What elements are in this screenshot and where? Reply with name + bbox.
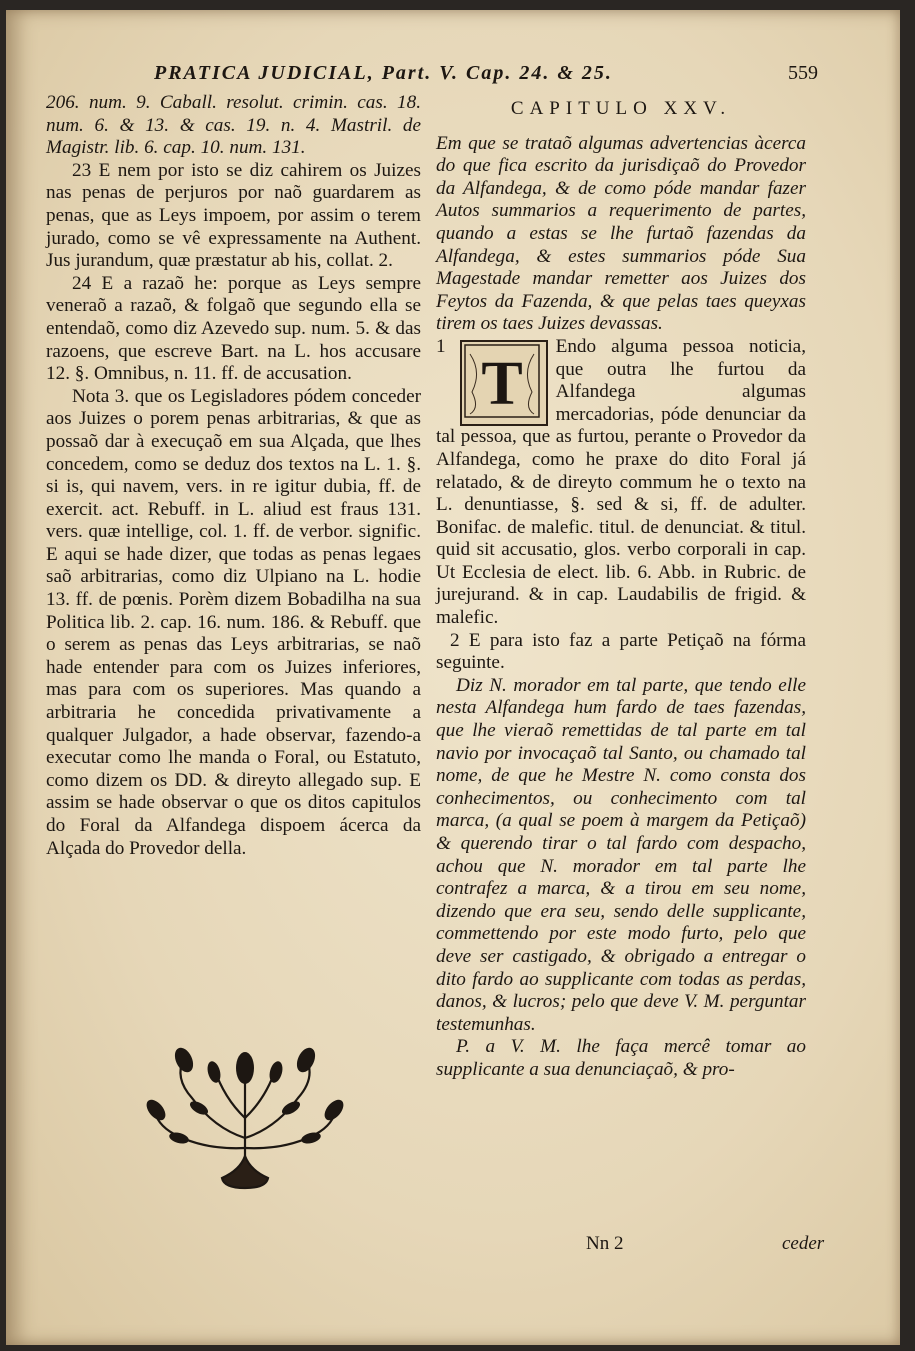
- drop-cap-letter: T: [480, 349, 523, 418]
- catchword: ceder: [782, 1233, 825, 1254]
- right-column: [436, 92, 806, 1082]
- paragraph-1-number: 1: [436, 335, 446, 357]
- chapter-summary: Em que se trataõ algumas advertencias àcerca do que fica escrito da jurisdiçaõ do Provedor da Alfandega, & de como póde mandar fazer Autos summarios a requerimento de partes, quando a estas se lhe furtaõ fazendas da Alfandega, & estes summarios póde Sua Magestade mandar remetter aos Juizes dos Feytos da Fazenda, & que pelas taes queyxas tirem os taes Juizes devassas.: [436, 132, 806, 335]
- book-edge: [901, 0, 915, 1351]
- page-number: 559: [788, 62, 818, 84]
- left-paragraph-1: 206. num. 9. Caball. resolut. crimin. cas. 18. num. 6. & 13. & cas. 19. n. 4. Mastril. de Magistr. lib. 6. cap. 10. num. 131.: [46, 92, 421, 159]
- left-paragraph-2: 23 E nem por isto se diz cahirem os Juizes nas penas de perjuros por naõ guardarem as penas, que as Leys impoem, por assim o terem jurado, como se vê expressamente na Authent. Jus jurandum, quæ præstatur ab his, collat. 2.: [46, 159, 421, 272]
- paragraph-2-number: 2: [450, 629, 460, 651]
- floral-vase-ornament-icon: [144, 1038, 346, 1196]
- left-paragraph-3: 24 E a razaõ he: porque as Leys sempre veneraõ a razaõ, & folgaõ que segundo ella se entendaõ, como diz Azevedo sup. num. 5. & das razoens, que escreve Bart. na L. hos accusare 12. §. Omnibus, n. 11. ff. de accusation.: [46, 272, 421, 385]
- petition-closing: P. a V. M. lhe faça mercê tomar ao supplicante a sua denunciaçaõ, & pro-: [436, 1036, 806, 1080]
- paragraph-1: Endo alguma pessoa noticia, que outra lhe furtou da Alfandega algumas mercadorias, póde denunciar da tal pessoa, que as furtou, perante o Provedor da Alfandega, como he praxe do dito Foral já relatado, & de direyto commum he o texto na L. denuntiasse, §. sed & si, ff. de adulter. Bonifac. de malefic. titul. de denunciat. & titul. quid sit accusatio, glos. verbo corporali in cap. Ut Ecclesia de elect. lib. 6. Abb. in Rubric. de jurejurand. & in cap. Laudabilis de frigid. & malefic.: [436, 335, 806, 629]
- petition-text: Diz N. morador em tal parte, que tendo elle nesta Alfandega hum fardo de taes fazendas, que lhe vieraõ remettidas de tal parte em tal navio por invocaçaõ tal Santo, ou chamado tal nome, de que he Mestre N. como consta dos conhecimentos, ou conhecimento com tal marca, (a qual se poem à margem da Petiçaõ) & querendo tirar o tal fardo com despacho, achou que N. morador em tal parte lhe contrafez a marca, & a tirou em seu nome, dizendo que era seu, sendo delle supplicante, commettendo por este modo furto, pelo que deve ser castigado, & obrigado a entregar o dito fardo ao supplicante com todas as perdas, danos, & lucros; pelo que deve V. M. perguntar testemunhas.: [436, 674, 806, 1035]
- signature-mark: Nn 2: [586, 1233, 624, 1254]
- paragraph-1-block: [436, 336, 806, 630]
- left-column: [46, 92, 421, 860]
- drop-cap-initial: [460, 340, 548, 426]
- chapter-heading: CAPITULO XXV.: [510, 98, 732, 119]
- book-page: [6, 10, 900, 1345]
- paragraph-2-text: E para isto faz a parte Petiçaõ na fórma seguinte.: [436, 629, 806, 674]
- left-paragraph-4: Nota 3. que os Legisladores pódem conceder aos Juizes o porem penas arbitrarias, & que as possaõ dar à execuçaõ em sua Alçada, que lhes concedem, como se deduz dos textos na L. 1. §. si is, qui navem, vers. in re igitur dubia, ff. de exercit. act. Rebuff. in L. aliud est fraus 131. vers. quæ intellige, col. 1. ff. de verbor. signific. E aqui se hade dizer, que todas as penas legaes saõ arbitrarias, como diz Ulpiano na L. hodie 13. ff. de pœnis. Porèm dizem Bobadilha na sua Politica lib. 2. cap. 16. num. 186. & Rebuff. que o serem as penas das Leys arbitrarias, se naõ hade entender para com os Juizes inferiores, mas para com os superiores. Mas quando a arbitraria he concedida privativamente a qualquer Julgador, a hade observar, fazendo-a executar como lhe manda o Foral, ou Estatuto, como dizem os DD. & direyto allegado sup. E assim se hade observar o que os ditos capitulos do Foral da Alfandega dispoem ácerca da Alçada do Provedor della.: [46, 385, 421, 859]
- running-title: PRATICA JUDICIAL, Part. V. Cap. 24. & 25.: [154, 62, 613, 84]
- running-header: [6, 62, 900, 92]
- paragraph-2: [436, 630, 806, 675]
